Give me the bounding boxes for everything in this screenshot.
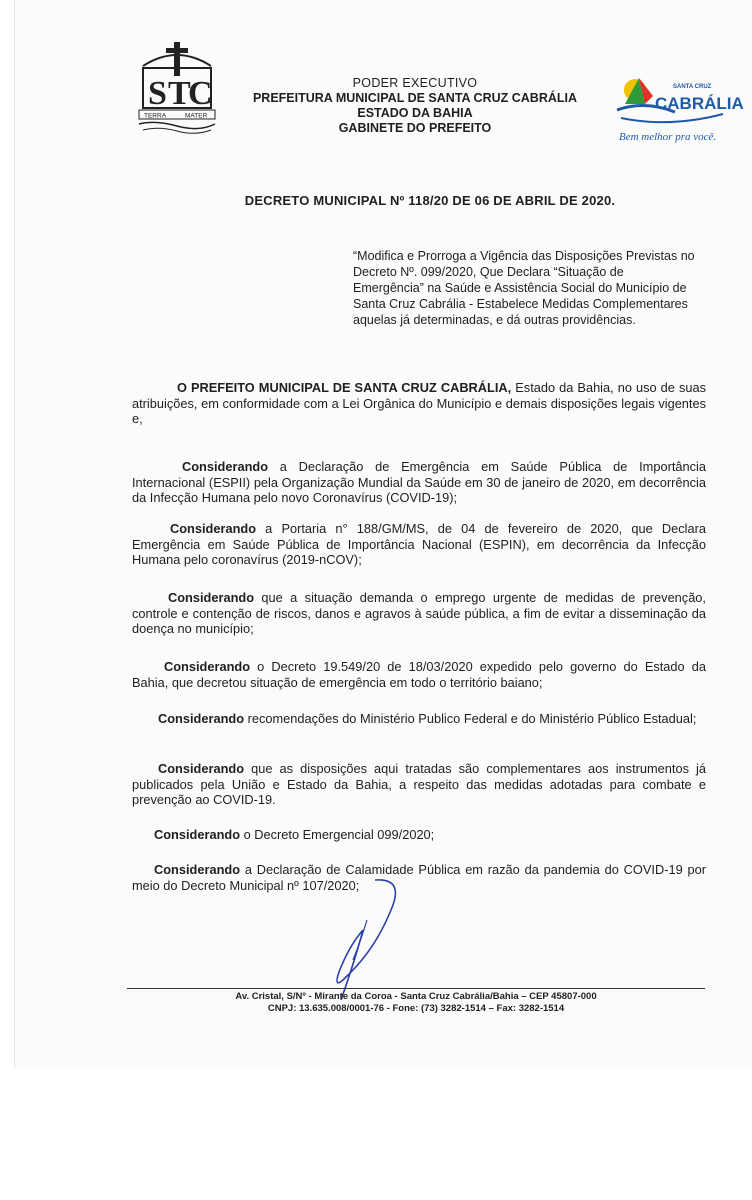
considering-paragraph [132, 827, 706, 843]
considering-paragraph [132, 761, 706, 808]
paragraph-lead: Considerando [182, 459, 269, 474]
paragraph-text: o Decreto Emergencial 099/2020; [240, 827, 435, 842]
header-line-2: PREFEITURA MUNICIPAL DE SANTA CRUZ CABRÁLIA [252, 91, 578, 105]
paragraph-lead: Considerando [168, 590, 255, 605]
paragraph-lead: Considerando [154, 862, 241, 877]
logo-slogan-text: Bem melhor pra você. [619, 131, 717, 143]
logo-text-terra: TERRA [144, 112, 167, 120]
paragraph-text: a Declaração de Emergência em Saúde Pública de Importância Internacional (ESPII) pela Organização Mundial da Saúde em 30 de janeiro de 2020, em decorrência da Infecção Humana pelo novo Coronavírus (COVID-19); [132, 459, 706, 505]
paragraph-lead: Considerando [158, 761, 245, 776]
footer-block [127, 991, 705, 1015]
footer-address: Av. Cristal, S/Nº - Mirante da Coroa - Santa Cruz Cabrália/Bahia – CEP 45807-000 [235, 991, 597, 1002]
logo-small-text: SANTA CRUZ [673, 84, 712, 90]
preamble-paragraph [132, 380, 706, 427]
header-line-4: GABINETE DO PREFEITO [338, 121, 492, 135]
paragraph-text: recomendações do Ministério Publico Federal e do Ministério Público Estadual; [244, 711, 697, 726]
header-block [225, 76, 605, 136]
paragraph-text: que as disposições aqui tratadas são complementares aos instrumentos já publicados pela União e Estado da Bahia, a respeito das medidas adotadas para combate e prevenção ao COVID-19. [132, 761, 706, 807]
paragraph-text: a Declaração de Calamidade Pública em razão da pandemia do COVID-19 por meio do Decreto Municipal nº 107/2020; [132, 862, 706, 893]
header-line-3: ESTADO DA BAHIA [357, 106, 473, 120]
considering-paragraph [132, 459, 706, 506]
paragraph-text: a Portaria n° 188/GM/MS, de 04 de fevereiro de 2020, que Declara Emergência em Saúde Pública de Importância Nacional (ESPIN), em decorrência da Infecção Humana pelo coronavírus (2019-nCOV); [132, 521, 706, 567]
paragraph-lead: Considerando [158, 711, 245, 726]
decree-title: DECRETO MUNICIPAL Nº 118/20 DE 06 DE ABRIL DE 2020. [244, 193, 616, 208]
paragraph-text: o Decreto 19.549/20 de 18/03/2020 expedido pelo governo do Estado da Bahia, que decretou situação de emergência em todo o território baiano; [132, 659, 706, 690]
cabralia-city-logo [615, 74, 744, 154]
considering-paragraph [132, 521, 706, 568]
logo-name-text: CABRÁLIA [655, 94, 744, 113]
paragraph-lead: Considerando [154, 827, 241, 842]
svg-text:T: T [168, 75, 191, 112]
logo-text-mater: MATER [185, 112, 208, 120]
footer-contact: CNPJ: 13.635.008/0001-76 - Fone: (73) 3282-1514 – Fax: 3282-1514 [267, 1003, 565, 1014]
document-page [14, 0, 752, 1068]
header-line-1: PODER EXECUTIVO [352, 76, 478, 90]
svg-text:S: S [148, 75, 167, 112]
considering-paragraph [132, 590, 706, 637]
considering-paragraph [132, 711, 706, 727]
municipal-coat-of-arms-icon [135, 38, 219, 134]
considering-paragraph [132, 659, 706, 690]
paragraph-lead: O PREFEITO MUNICIPAL DE SANTA CRUZ CABRÁLIA, [177, 380, 512, 395]
paragraph-lead: Considerando [164, 659, 251, 674]
decree-summary: “Modifica e Prorroga a Vigência das Disposições Previstas no Decreto Nº. 099/2020, Que Declara “Situação de Emergência” na Saúde e Assistência Social do Município de Santa Cruz Cabrália - Estabelece Medidas Complementares aquelas já determinadas, e dá outras providências. [353, 249, 695, 327]
paragraph-text: que a situação demanda o emprego urgente de medidas de prevenção, controle e contenção de riscos, danos e agravos à saúde pública, a fim de evitar a disseminação da doença no município; [132, 590, 706, 636]
paragraph-text: Estado da Bahia, no uso de suas atribuições, em conformidade com a Lei Orgânica do Município e demais disposições legais vigentes e, [132, 380, 706, 426]
paragraph-lead: Considerando [170, 521, 257, 536]
svg-text:C: C [188, 75, 213, 112]
footer-divider [127, 988, 705, 989]
